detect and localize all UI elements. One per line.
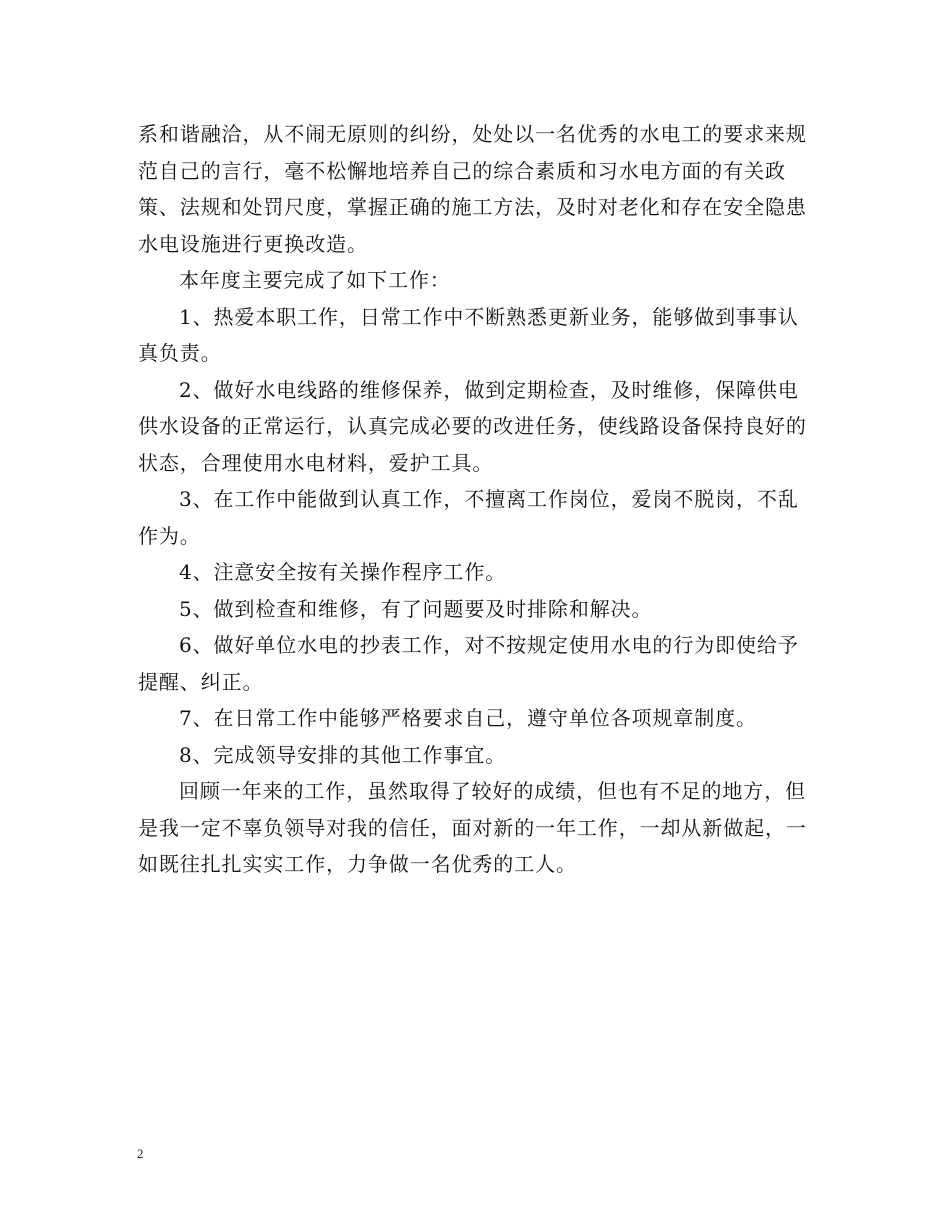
page-number: 2 [137, 1146, 144, 1161]
list-item-6: 6、做好单位水电的抄表工作，对不按规定使用水电的行为即使给予提醒、纠正。 [138, 633, 799, 694]
list-item-2: 2、做好水电线路的维修保养，做到定期检查，及时维修，保障供电供水设备的正常运行，认真完成必要的改进任务，使线路设备保持良好的状态，合理使用水电材料，爱护工具。 [138, 377, 807, 475]
list-item-8: 8、完成领导安排的其他工作事宜。 [179, 742, 507, 767]
list-item-5: 5、做到检查和维修，有了问题要及时排除和解决。 [179, 596, 653, 621]
list-item-3: 3、在工作中能做到认真工作，不擅离工作岗位，爱岗不脱岗，不乱作为。 [138, 487, 799, 548]
paragraph-intro: 本年度主要完成了如下工作： [179, 268, 451, 292]
list-item-4: 4、注意安全按有关操作程序工作。 [179, 560, 507, 584]
body-text [138, 116, 818, 883]
list-item-7: 7、在日常工作中能够严格要求自己，遵守单位各项规章制度。 [179, 706, 757, 730]
paragraph-conclusion: 回顾一年来的工作，虽然取得了较好的成绩，但也有不足的地方，但是我一定不辜负领导对我的信任，面对新的一年工作，一却从新做起，一如既往扎扎实实工作，力争做一名优秀的工人。 [138, 779, 807, 876]
paragraph-continuation: 系和谐融洽，从不闹无原则的纠纷，处处以一名优秀的水电工的要求来规范自己的言行，毫不松懈地培养自己的综合素质和习水电方面的有关政策、法规和处罚尺度，掌握正确的施工方法，及时对老化和存在安全隐患水电设施进行更换改造。 [138, 122, 807, 256]
list-item-1: 1、热爱本职工作，日常工作中不断熟悉更新业务，能够做到事事认真负责。 [138, 304, 799, 365]
